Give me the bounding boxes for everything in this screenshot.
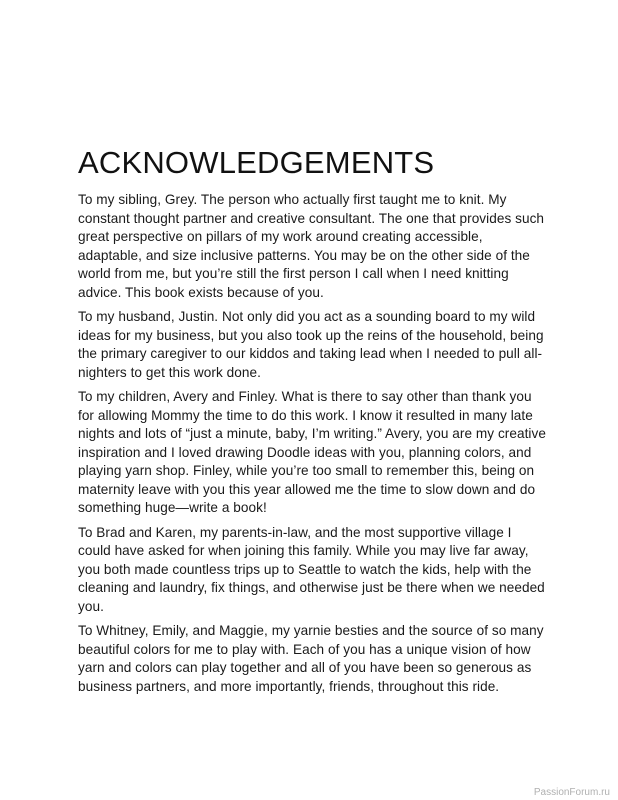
page-content	[78, 144, 548, 702]
page-title: ACKNOWLEDGEMENTS	[78, 145, 435, 180]
paragraph-husband: To my husband, Justin. Not only did you act as a sounding board to my wild ideas for my business, but you also took up the reins of the household, being the primary caregiver to our kiddos and taking lead when I needed to pull all-nighters to get this work done.	[78, 309, 544, 380]
paragraph-yarnie-besties: To Whitney, Emily, and Maggie, my yarnie besties and the source of so many beautiful colors for me to play with. Each of you has a unique vision of how yarn and colors can play together and all of you have been so generous as business partners, and more importantly, friends, throughout this ride.	[78, 623, 544, 694]
paragraph-sibling: To my sibling, Grey. The person who actually first taught me to knit. My constant thought partner and creative consultant. The one that provides such great perspective on pillars of my work around creating accessible, adaptable, and size inclusive patterns. You may be on the other side of the world from me, but you’re still the first person I call when I need knitting advice. This book exists because of you.	[78, 192, 545, 300]
paragraph-children: To my children, Avery and Finley. What is there to say other than thank you for allowing Mommy the time to do this work. I know it resulted in many late nights and lots of “just a minute, baby, I’m writing.” Avery, you are my creative inspiration and I loved drawing Doodle ideas with you, planning colors, and playing yarn shop. Finley, while you’re too small to remember this, being on maternity leave with you this year allowed me the time to slow down and do something huge—write a book!	[78, 389, 546, 516]
paragraph-parents-in-law: To Brad and Karen, my parents-in-law, and the most supportive village I could have asked for when joining this family. While you may live far away, you both made countless trips up to Seattle to watch the kids, help with the cleaning and laundry, fix things, and otherwise just be there when we needed you.	[78, 524, 545, 614]
watermark: PassionForum.ru	[533, 787, 610, 798]
